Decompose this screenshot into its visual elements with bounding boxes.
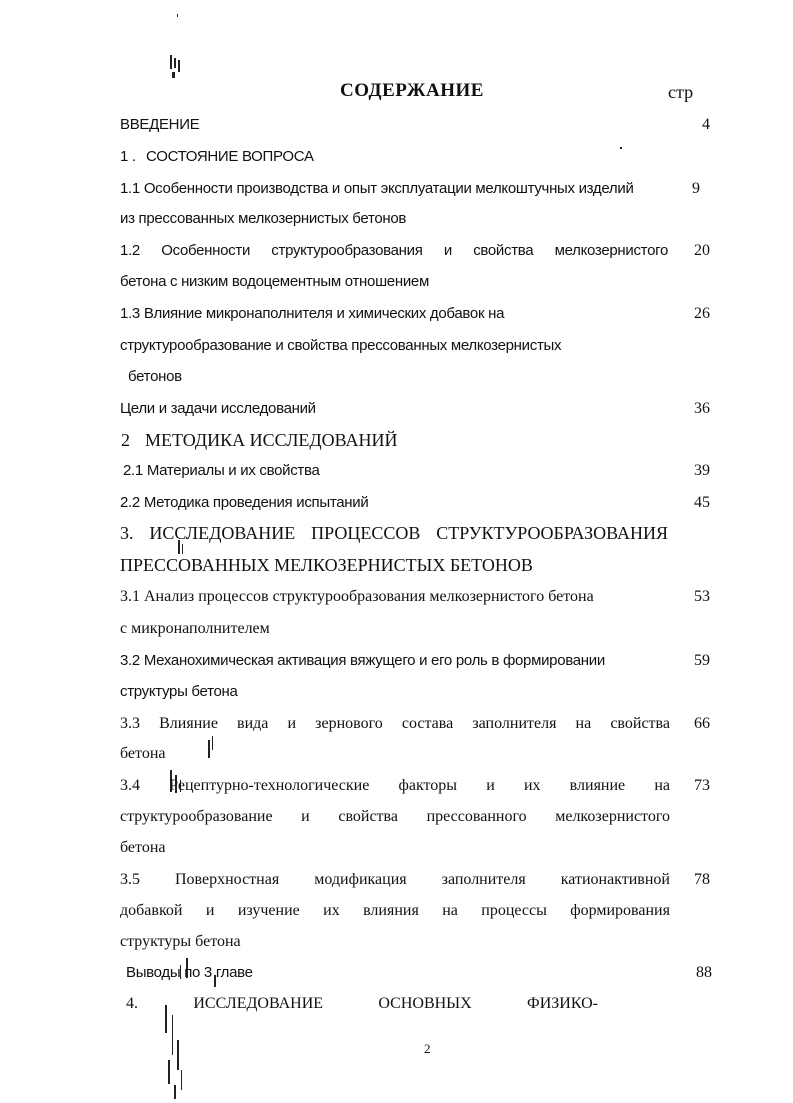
word: факторы: [398, 777, 458, 794]
word: формирования: [570, 902, 670, 919]
toc-entry-3-1-line2: с микронаполнителем: [120, 620, 270, 637]
word: 4.: [126, 995, 138, 1012]
page-column-header: стр: [668, 82, 694, 102]
word: структурообразование: [120, 808, 273, 825]
toc-entry-3-1-line1: 3.1 Анализ процессов структурообразования мелкозернистого бетона: [120, 588, 594, 605]
toc-page-conclusions-3: 88: [696, 964, 712, 981]
word: состава: [401, 715, 454, 732]
toc-chapter-1-title: СОСТОЯНИЕ ВОПРОСА: [146, 148, 314, 165]
word: и: [486, 777, 495, 794]
word: свойства: [473, 242, 534, 259]
toc-page-1-3: 26: [694, 305, 710, 322]
toc-chapter-2-num: 2: [121, 430, 130, 450]
toc-chapter-1-num: 1 .: [120, 148, 136, 165]
toc-chapter-3-line2: ПРЕССОВАННЫХ МЕЛКОЗЕРНИСТЫХ БЕТОНОВ: [120, 555, 533, 575]
word: 3.4: [120, 777, 140, 794]
toc-entry-3-3-line2: бетона: [120, 745, 166, 762]
word: на: [442, 902, 458, 919]
toc-entry-3-5-line1: [120, 872, 670, 888]
toc-entry-1-2-line1: [120, 243, 668, 258]
toc-page-intro: 4: [702, 116, 710, 133]
word: мелкозернистого: [554, 242, 668, 259]
toc-page-2-2: 45: [694, 494, 710, 511]
toc-chapter-4-line1: [126, 996, 598, 1012]
word: влияние: [569, 777, 626, 794]
toc-entry-3-4-line1: [120, 778, 670, 794]
word: 3.: [120, 523, 134, 543]
toc-page-goals: 36: [694, 400, 710, 417]
word: свойства: [338, 808, 398, 825]
word: свойства: [610, 715, 670, 732]
page-number: 2: [424, 1041, 431, 1056]
toc-chapter-3-line1: [120, 524, 668, 542]
word: прессованного: [426, 808, 527, 825]
toc-chapter-2-title: МЕТОДИКА ИССЛЕДОВАНИЙ: [145, 430, 398, 450]
toc-page-3-5: 78: [694, 871, 710, 888]
toc-entry-3-2-line1: 3.2 Механохимическая активация вяжущего и его роль в формировании: [120, 652, 605, 669]
word: и: [287, 715, 297, 732]
toc-entry-1-1-line1: 1.1 Особенности производства и опыт эксплуатации мелкоштучных изделий: [120, 180, 634, 197]
toc-entry-2-1: 2.1 Материалы и их свойства: [123, 462, 320, 479]
word: заполнителя: [472, 715, 557, 732]
word: Влияние: [159, 715, 218, 732]
word: и: [301, 808, 310, 825]
word: вида: [237, 715, 269, 732]
word: ИССЛЕДОВАНИЕ: [193, 995, 324, 1012]
word: и: [205, 902, 215, 919]
word: структурообразования: [271, 242, 423, 259]
word: Поверхностная: [175, 871, 280, 888]
word: и: [443, 242, 452, 259]
toc-page-2-1: 39: [694, 462, 710, 479]
toc-page-3-1: 53: [694, 588, 710, 605]
word: ИССЛЕДОВАНИЕ: [149, 523, 296, 543]
word: Особенности: [161, 242, 251, 259]
word: на: [575, 715, 592, 732]
toc-entry-2-2: 2.2 Методика проведения испытаний: [120, 494, 369, 511]
toc-entry-goals: Цели и задачи исследований: [120, 400, 316, 417]
toc-entry-intro: ВВЕДЕНИЕ: [120, 116, 200, 133]
word: модификация: [314, 871, 407, 888]
word: процессы: [481, 902, 547, 919]
word: влияния: [363, 902, 419, 919]
toc-page-1-1: 9: [692, 180, 700, 197]
word: их: [323, 902, 340, 919]
toc-page-3-2: 59: [694, 652, 710, 669]
word: мелкозернистого: [555, 808, 670, 825]
toc-entry-1-3-line2: структурообразование и свойства прессованных мелкозернистых: [120, 337, 562, 354]
toc-page-1-2: 20: [694, 242, 710, 259]
toc-entry-1-3-line3: бетонов: [128, 368, 182, 385]
toc-entry-3-3-line1: [120, 716, 670, 732]
toc-entry-1-2-line2: бетона с низким водоцементным отношением: [120, 273, 429, 290]
word: зернового: [315, 715, 383, 732]
toc-entry-3-4-line3: бетона: [120, 839, 166, 856]
word: 3.5: [120, 871, 140, 888]
word: катионактивной: [560, 871, 670, 888]
toc-page-3-3: 66: [694, 715, 710, 732]
toc-entry-3-2-line2: структуры бетона: [120, 683, 238, 700]
word: заполнителя: [441, 871, 526, 888]
toc-entry-1-3-line1: 1.3 Влияние микронаполнителя и химических добавок на: [120, 305, 505, 322]
word: их: [523, 777, 541, 794]
word: ОСНОВНЫХ: [378, 995, 472, 1012]
word: СТРУКТУРООБРАЗОВАНИЯ: [436, 523, 668, 543]
word: 1.2: [120, 242, 140, 259]
toc-page-3-4: 73: [694, 777, 710, 794]
toc-entry-3-5-line2: [120, 903, 670, 919]
word: Рецептурно-технологические: [169, 777, 370, 794]
word: 3.3: [120, 715, 140, 732]
word: на: [654, 777, 670, 794]
toc-entry-1-1-line2: из прессованных мелкозернистых бетонов: [120, 210, 407, 227]
page-title: СОДЕРЖАНИЕ: [340, 80, 484, 101]
word: изучение: [237, 902, 300, 919]
toc-entry-3-4-line2: [120, 809, 670, 825]
word: добавкой: [120, 902, 183, 919]
word: ПРОЦЕССОВ: [311, 523, 421, 543]
toc-entry-conclusions-3: Выводы по 3 главе: [126, 964, 253, 981]
toc-entry-3-5-line3: структуры бетона: [120, 933, 241, 950]
word: ФИЗИКО-: [527, 995, 598, 1012]
